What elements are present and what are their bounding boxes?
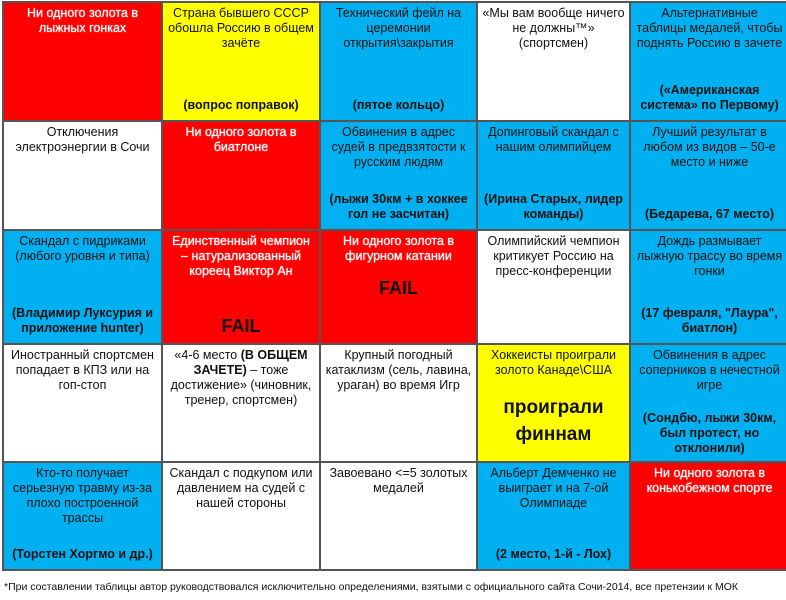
cell-text: Ни одного золота в биатлоне <box>185 125 297 154</box>
footnote: *При составлении таблицы автор руководствовался исключительно определениями, взятыми с официального сайта Сочи-2014, все претензии к МОК <box>4 581 739 593</box>
cell-note: (Торстен Хоргмо и др.) <box>12 547 153 561</box>
cell-text: Олимпийский чемпион критикует Россию на пресс-конференции <box>487 234 620 278</box>
cell-text: Технический фейл на церемонии открытия\закрытия <box>335 6 462 50</box>
cell-text: Хоккеисты проиграли золото Канаде\США <box>491 348 616 377</box>
cell-r2c4 <box>477 121 630 230</box>
cell-text: Иностранный спортсмен попадает в КПЗ или на гоп-стоп <box>11 348 154 392</box>
cell-text: Завоевано <=5 золотых медалей <box>329 466 468 495</box>
cell-r2c2 <box>162 121 320 230</box>
cell-r5c4 <box>477 462 630 570</box>
cell-text: «Мы вам вообще ничего не должны™» (спортсмен) <box>482 6 625 50</box>
cell-note: (пятое кольцо) <box>352 98 445 112</box>
cell-r4c5 <box>630 344 786 462</box>
cell-note: («Американская система» по Первому) <box>640 83 779 112</box>
cell-big-text: проиграли финнам <box>503 397 604 445</box>
cell-text-bold: (В ОБЩЕМ ЗАЧЕТЕ) <box>193 348 308 377</box>
cell-r1c5 <box>630 2 786 121</box>
cell-r2c5 <box>630 121 786 230</box>
cell-r1c2 <box>162 2 320 121</box>
cell-text-part: – тоже достижение» (чиновник, тренер, спортсмен) <box>170 363 312 407</box>
cell-r1c1 <box>3 2 162 121</box>
cell-r3c1 <box>3 230 162 344</box>
cell-r1c3 <box>320 2 477 121</box>
cell-r5c5 <box>630 462 786 570</box>
cell-text: Кто-то получает серьезную травму из-за плохо построенной трассы <box>12 466 153 525</box>
cell-note: (Бедарева, 67 место) <box>644 207 775 221</box>
cell-text: Обвинения в адрес судей в предвзятости к русским людям <box>331 125 466 169</box>
cell-r4c4 <box>477 344 630 462</box>
cell-r4c2 <box>162 344 320 462</box>
cell-note: (Ирина Старых, лидер команды) <box>484 192 623 221</box>
cell-text: Страна бывшего СССР обошла Россию в общем зачёте <box>168 6 314 50</box>
cell-text: Ни одного золота в конькобежном спорте <box>646 466 773 495</box>
fail-label: FAIL <box>379 278 418 298</box>
cell-text: Допинговый скандал с нашим олимпийцем <box>488 125 619 154</box>
cell-r4c1 <box>3 344 162 462</box>
cell-note: (Владимир Луксурия и приложение hunter) <box>11 306 154 335</box>
cell-r1c4 <box>477 2 630 121</box>
cell-text <box>167 348 315 408</box>
cell-text: Ни одного золота в лыжных гонках <box>26 6 139 35</box>
cell-text: Скандал с подкупом или давлением на судей с нашей стороны <box>169 466 313 510</box>
cell-r5c1 <box>3 462 162 570</box>
cell-r2c1 <box>3 121 162 230</box>
fail-label: FAIL <box>221 316 261 336</box>
cell-note: (вопрос поправок) <box>183 98 299 112</box>
cell-text: Ни одного золота в фигурном катании <box>342 234 455 263</box>
cell-note: (17 февраля, "Лаура", биатлон) <box>641 306 778 335</box>
cell-text: Лучший результат в любом из видов – 50-е место и ниже <box>643 125 776 169</box>
cell-r2c3 <box>320 121 477 230</box>
cell-text: Дождь размывает лыжную трассу во время гонки <box>636 234 783 278</box>
cell-note: (2 место, 1-й - Лох) <box>495 547 612 561</box>
cell-text: Скандал с пидриками (любого уровня и типа) <box>15 234 150 263</box>
cell-text: Единственный чемпион – натурализованный кореец Виктор Ан <box>172 234 310 278</box>
cell-text: Крупный погодный катаклизм (сель, лавина, ураган) во время Игр <box>325 348 472 392</box>
cell-r5c3 <box>320 462 477 570</box>
cell-r3c3 <box>320 230 477 344</box>
cell-text: Альтернативные таблицы медалей, чтобы поднять Россию в зачете <box>636 6 783 50</box>
cell-r3c4 <box>477 230 630 344</box>
cell-r5c2 <box>162 462 320 570</box>
cell-r4c3 <box>320 344 477 462</box>
cell-r3c2 <box>162 230 320 344</box>
cell-text: Отключения электроэнергии в Сочи <box>15 125 150 154</box>
cell-text: Альберт Демченко не выиграет и на 7-ой Олимпиаде <box>490 466 617 510</box>
cell-text: Обвинения в адрес соперников в нечестной игре <box>639 348 780 392</box>
cell-note: (лыжи 30км + в хоккее гол не засчитан) <box>329 192 468 221</box>
bingo-grid <box>2 1 786 571</box>
cell-r3c5 <box>630 230 786 344</box>
cell-text-part: «4-6 место <box>174 348 241 362</box>
cell-note: (Сондбю, лыжи 30км, был протест, но отклонили) <box>642 411 777 455</box>
